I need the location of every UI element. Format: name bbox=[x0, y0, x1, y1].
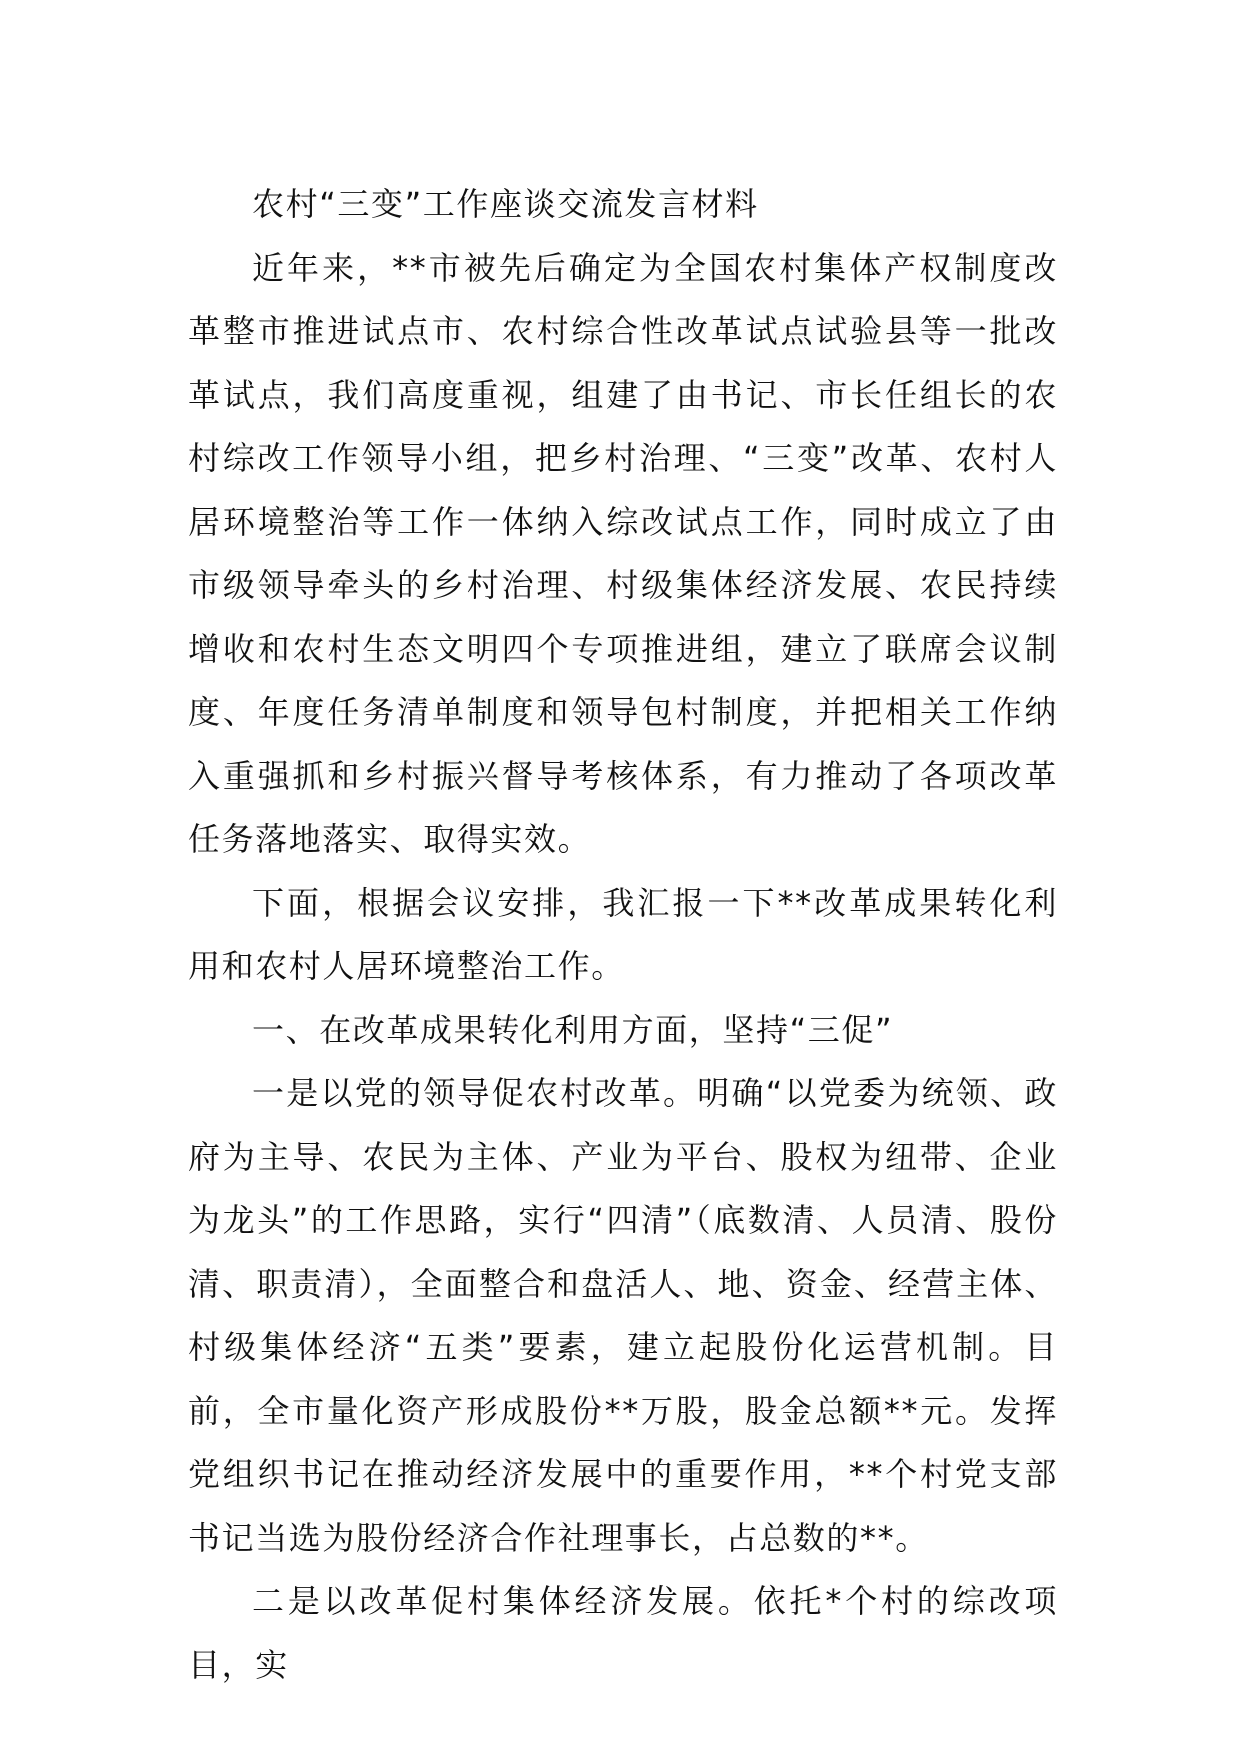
paragraph-intro: 近年来，**市被先后确定为全国农村集体产权制度改革整市推进试点市、农村综合性改革试点试验县等一批改革试点，我们高度重视，组建了由书记、市长任组长的农村综改工作领导小组，把乡村治理、“三变”改革、农村人居环境整治等工作一体纳入综改试点工作，同时成立了由市级领导牵头的乡村治理、村级集体经济发展、农民持续增收和农村生态文明四个专项推进组，建立了联席会议制度、年度任务清单制度和领导包村制度，并把相关工作纳入重强抓和乡村振兴督导考核体系，有力推动了各项改革任务落地落实、取得实效。 bbox=[188, 248, 1058, 858]
document-title: 农村“三变”工作座谈交流发言材料 bbox=[252, 185, 759, 223]
paragraph-point-2: 二是以改革促村集体经济发展。依托*个村的综改项目，实 bbox=[188, 1582, 1058, 1684]
document-body bbox=[188, 173, 1058, 1697]
section-heading-1: 一、在改革成果转化利用方面，坚持“三促” bbox=[252, 1010, 894, 1049]
paragraph-point-1: 一是以党的领导促农村改革。明确“以党委为统领、政府为主导、农民为主体、产业为平台、股权为纽带、企业为龙头”的工作思路，实行“四清”（底数清、人员清、股份清、职责清），全面整合和盘活人、地、资金、经营主体、村级集体经济“五类”要素，建立起股份化运营机制。目前，全市量化资产形成股份**万股，股金总额**元。发挥党组织书记在推动经济发展中的重要作用，**个村党支部书记当选为股份经济合作社理事长，占总数的**。 bbox=[188, 1074, 1058, 1557]
paragraph-report: 下面，根据会议安排，我汇报一下**改革成果转化利用和农村人居环境整治工作。 bbox=[188, 883, 1058, 985]
